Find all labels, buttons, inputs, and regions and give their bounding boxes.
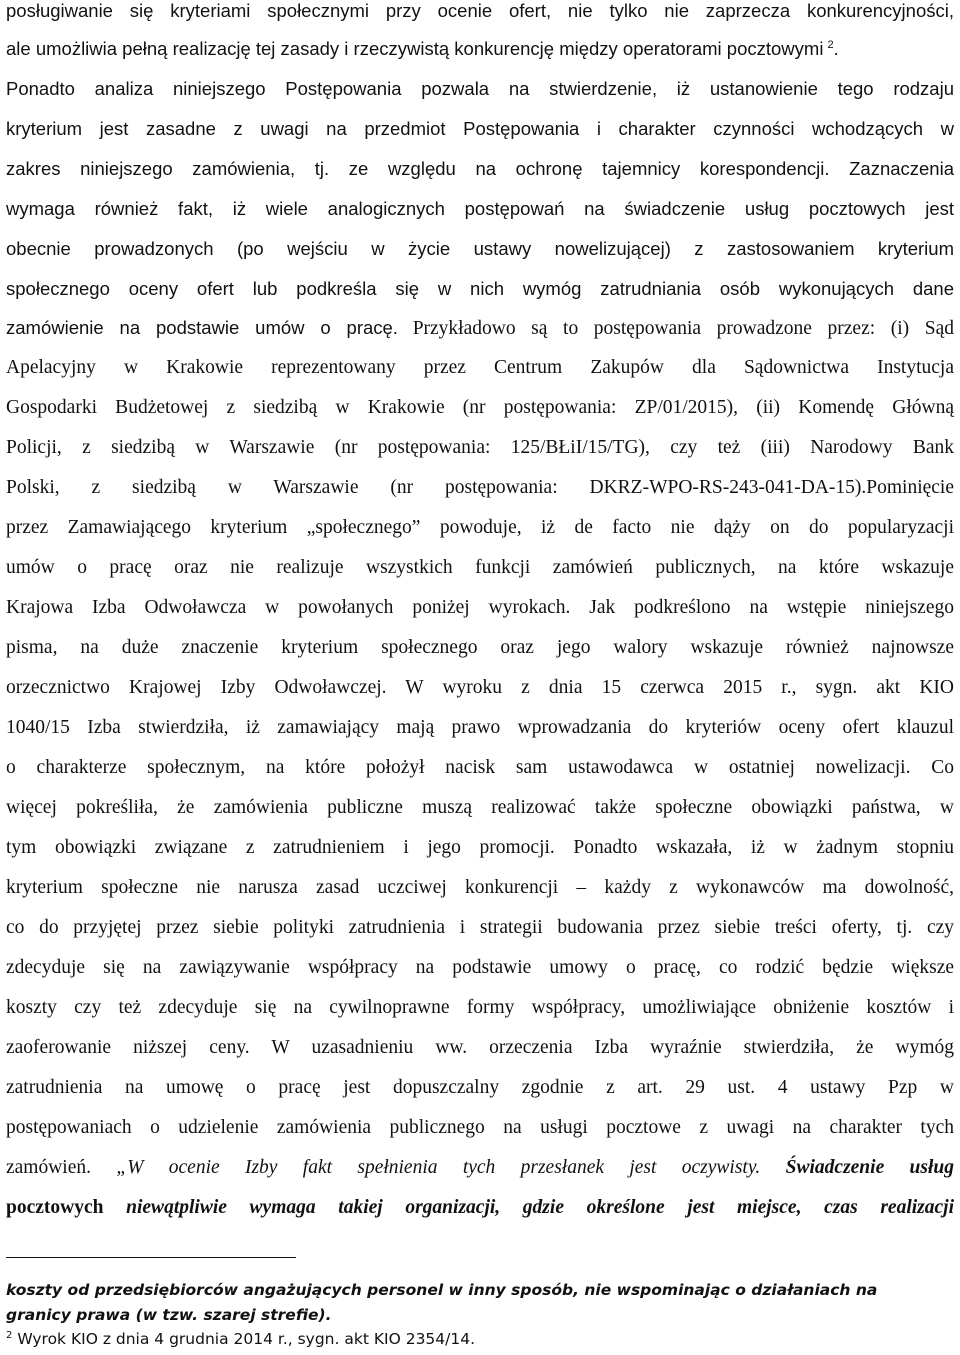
paragraph-line: wymaga również fakt, iż wiele analogicznych postępowań na świadczenie usług pocztowych jest xyxy=(6,198,954,219)
paragraph-line: koszty czy też zdecyduje się na cywilnoprawne formy współpracy, umożliwiające obniżenie kosztów i xyxy=(6,997,954,1018)
paragraph-line: zatrudnienia na umowę o pracę jest dopuszczalny zgodnie z art. 29 ust. 4 ustawy Pzp w xyxy=(6,1077,954,1098)
footnote-separator xyxy=(6,1257,296,1258)
paragraph-line: umów o pracę oraz nie realizuje wszystkich funkcji zamówień publicznych, na które wskazuje xyxy=(6,557,954,578)
paragraph-line: o charakterze społecznym, na które położył nacisk sam ustawodawca w ostatniej nowelizacji. Co xyxy=(6,757,954,778)
paragraph-line: tym obowiązki związane z zatrudnieniem i jego promocji. Ponadto wskazała, iż w żadnym stopniu xyxy=(6,837,954,858)
paragraph-line: co do przyjętej przez siebie polityki zatrudnienia i strategii budowania przez siebie treści oferty, tj. czy xyxy=(6,917,954,938)
paragraph-line: Apelacyjny w Krakowie reprezentowany przez Centrum Zakupów dla Sądownictwa Instytucja xyxy=(6,357,954,378)
paragraph-line: zakres niniejszego zamówienia, tj. ze względu na ochronę tajemnicy korespondencji. Zaznaczenia xyxy=(6,158,954,179)
paragraph-line: 1040/15 Izba stwierdziła, iż zamawiający mają prawo wprowadzania do kryteriów oceny ofert klauzul xyxy=(6,717,954,738)
paragraph-line: orzecznictwo Krajowej Izby Odwoławczej. W wyroku z dnia 15 czerwca 2015 r., sygn. akt KIO xyxy=(6,677,954,698)
paragraph-line: zamówień. „W ocenie Izby fakt spełnienia tych przesłanek jest oczywisty. Świadczenie usług xyxy=(6,1157,954,1178)
paragraph-line: Polski, z siedzibą w Warszawie (nr postępowania: DKRZ-WPO-RS-243-041-DA-15).Pominięcie xyxy=(6,477,954,498)
paragraph-line: postępowaniach o udzielenie zamówienia publicznego na usługi pocztowe z uwagi na charakter tych xyxy=(6,1117,954,1138)
paragraph-line: kryterium jest zasadne z uwagi na przedmiot Postępowania i charakter czynności wchodzących w xyxy=(6,118,954,139)
footnote-ref-2[interactable]: 2 xyxy=(827,38,834,51)
paragraph-line: przez Zamawiającego kryterium „społecznego” powoduje, iż de facto nie dąży on do popularyzacji xyxy=(6,517,954,538)
paragraph-line: ale umożliwia pełną realizację tej zasady i rzeczywistą konkurencję między operatorami pocztowymi $^2$. xyxy=(6,38,839,59)
footnote-2: $^2$ Wyrok KIO z dnia 4 grudnia 2014 r., sygn. akt KIO 2354/14. xyxy=(6,1329,476,1348)
paragraph-line: Ponadto analiza niniejszego Postępowania pozwala na stwierdzenie, iż ustanowienie tego rodzaju xyxy=(6,78,954,99)
paragraph-line: pisma, na duże znaczenie kryterium społecznego oraz jego walory wskazuje również najnowsze xyxy=(6,637,954,658)
quote-italic: „W ocenie Izby fakt spełnienia tych przesłanek jest oczywisty. xyxy=(116,1157,761,1178)
paragraph-line: posługiwanie się kryteriami społecznymi przy ocenie ofert, nie tylko nie zaprzecza konkurencyjności, xyxy=(6,0,954,21)
paragraph-line: zaoferowanie niższej ceny. W uzasadnieniu ww. orzeczenia Izba wyraźnie stwierdziła, że wymóg xyxy=(6,1037,954,1058)
paragraph-line: Gospodarki Budżetowej z siedzibą w Krakowie (nr postępowania: ZP/01/2015), (ii) Komendę Główną xyxy=(6,397,954,418)
footnote-continuation: granicy prawa (w tzw. szarej strefie). xyxy=(6,1306,332,1324)
paragraph-line: zdecyduje się na zawiązywanie współpracy na podstawie umowy o pracę, co rodzić będzie większe xyxy=(6,957,954,978)
footnote-continuation: koszty od przedsiębiorców angażujących personel w inny sposób, nie wspominając o działaniach na xyxy=(6,1281,878,1299)
footnote-number: 2 xyxy=(6,1329,13,1341)
quote-bold-italic: Świadczenie usług xyxy=(785,1157,954,1178)
paragraph-line: Policji, z siedzibą w Warszawie (nr postępowania: 125/BŁiI/15/TG), czy też (iii) Narodowy Bank xyxy=(6,437,954,458)
paragraph-line: więcej pokreśliła, że zamówienia publiczne muszą realizować także społeczne obowiązki państwa, w xyxy=(6,797,954,818)
paragraph-line: kryterium społeczne nie narusza zasad uczciwej konkurencji – każdy z wykonawców ma dowolność, xyxy=(6,877,954,898)
paragraph-line: obecnie prowadzonych (po wejściu w życie ustawy nowelizującej) z zastosowaniem kryterium xyxy=(6,238,954,259)
paragraph-line: zamówienie na podstawie umów o pracę. Przykładowo są to postępowania prowadzone przez: (i) Sąd xyxy=(6,317,954,339)
paragraph-line: pocztowych niewątpliwie wymaga takiej organizacji, gdzie określone jest miejsce, czas realizacji xyxy=(6,1197,954,1218)
paragraph-line: społecznego oceny ofert lub podkreśla się w nich wymóg zatrudniania osób wykonujących dane xyxy=(6,278,954,299)
paragraph-line: Krajowa Izba Odwoławcza w powołanych poniżej wyrokach. Jak podkreślono na wstępie niniejszego xyxy=(6,597,954,618)
